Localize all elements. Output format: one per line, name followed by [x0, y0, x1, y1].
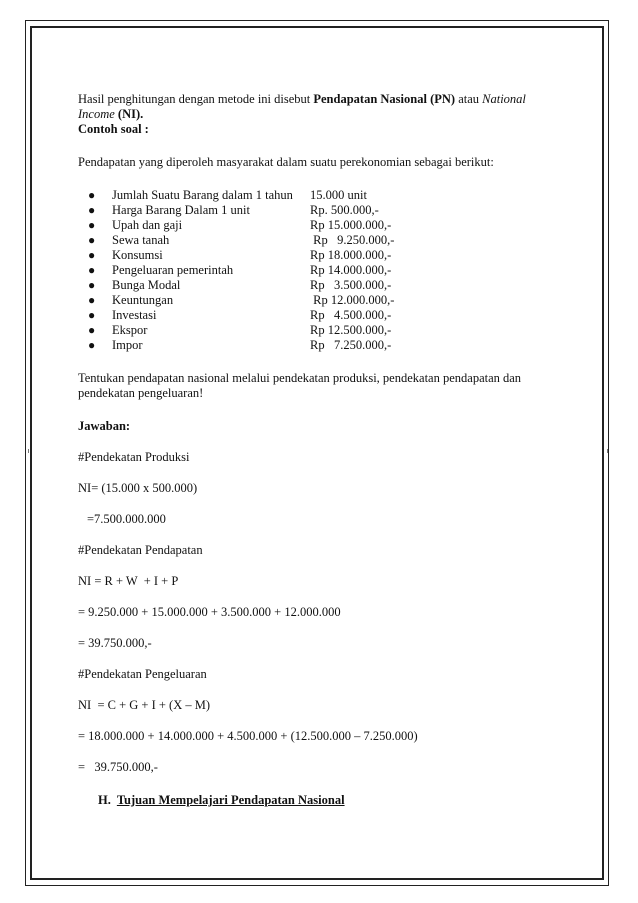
list-item	[78, 233, 558, 248]
bullet-icon: ●	[88, 233, 96, 247]
intro-term-income: Income	[78, 107, 115, 121]
item-value: Rp 12.500.000,-	[310, 323, 392, 337]
bullet-icon: ●	[88, 323, 96, 337]
bullet-icon: ●	[88, 308, 96, 322]
list-item	[78, 308, 558, 323]
bullet-icon: ●	[88, 278, 96, 292]
intro-term-pn: Pendapatan Nasional (PN)	[313, 92, 456, 106]
item-value: Rp 4.500.000,-	[310, 308, 392, 322]
list-item	[78, 218, 558, 233]
contoh-soal-heading: Contoh soal :	[78, 122, 149, 136]
answer-line: = 39.750.000,-	[78, 760, 158, 774]
intro-text-atau: atau	[455, 92, 483, 106]
item-label: Bunga Modal	[112, 278, 181, 292]
answer-line: = 39.750.000,-	[78, 636, 152, 650]
item-value: Rp 12.000.000,-	[310, 293, 395, 307]
item-value: Rp 9.250.000,-	[310, 233, 395, 247]
answer-line: #Pendekatan Produksi	[78, 450, 190, 464]
answer-line: #Pendekatan Pendapatan	[78, 543, 203, 557]
list-item	[78, 323, 558, 338]
item-label: Investasi	[112, 308, 157, 322]
jawaban-heading: Jawaban:	[78, 419, 131, 433]
question-intro: Pendapatan yang diperoleh masyarakat dalam suatu perekonomian sebagai berikut:	[78, 155, 494, 169]
item-label: Harga Barang Dalam 1 unit	[112, 203, 250, 217]
item-label: Ekspor	[112, 323, 148, 337]
list-item	[78, 338, 558, 353]
item-label: Keuntungan	[112, 293, 174, 307]
intro-term-national: National	[482, 92, 526, 106]
answer-line: NI= (15.000 x 500.000)	[78, 481, 198, 495]
bullet-icon: ●	[88, 218, 96, 232]
answer-line: = 9.250.000 + 15.000.000 + 3.500.000 + 12.000.000	[78, 605, 341, 619]
task-paragraph	[78, 371, 558, 401]
section-title: Tujuan Mempelajari Pendapatan Nasional	[116, 793, 345, 807]
item-value: Rp 15.000.000,-	[310, 218, 392, 232]
answer-line: NI = C + G + I + (X – M)	[78, 698, 211, 712]
item-label: Jumlah Suatu Barang dalam 1 tahun	[112, 188, 293, 202]
bullet-icon: ●	[88, 293, 96, 307]
item-label: Impor	[112, 338, 143, 352]
section-heading-h	[98, 793, 345, 808]
intro-paragraph	[78, 92, 558, 122]
margin-tick-left	[28, 449, 29, 453]
intro-term-ni: (NI).	[114, 107, 144, 121]
item-value: Rp 3.500.000,-	[310, 278, 392, 292]
income-items-list	[78, 188, 558, 353]
item-label: Sewa tanah	[112, 233, 170, 247]
item-value: 15.000 unit	[310, 188, 367, 202]
bullet-icon: ●	[88, 263, 96, 277]
list-item	[78, 293, 558, 308]
bullet-icon: ●	[88, 338, 96, 352]
answer-line: = 18.000.000 + 14.000.000 + 4.500.000 + (12.500.000 – 7.250.000)	[78, 729, 418, 743]
task-line-2: pendekatan pengeluaran!	[78, 386, 204, 400]
bullet-icon: ●	[88, 188, 96, 202]
intro-text: Hasil penghitungan dengan metode ini disebut	[78, 92, 314, 106]
list-item	[78, 248, 558, 263]
item-label: Pengeluaran pemerintah	[112, 263, 234, 277]
answer-line: #Pendekatan Pengeluaran	[78, 667, 207, 681]
item-value: Rp 7.250.000,-	[310, 338, 392, 352]
section-letter: H.	[98, 793, 111, 807]
task-line-1: Tentukan pendapatan nasional melalui pendekatan produksi, pendekatan pendapatan dan	[78, 371, 522, 385]
answer-line: =7.500.000.000	[87, 512, 166, 526]
item-label: Upah dan gaji	[112, 218, 183, 232]
list-item	[78, 188, 558, 203]
item-label: Konsumsi	[112, 248, 163, 262]
item-value: Rp 18.000.000,-	[310, 248, 392, 262]
margin-tick-right	[607, 449, 608, 453]
list-item	[78, 278, 558, 293]
bullet-icon: ●	[88, 248, 96, 262]
list-item	[78, 263, 558, 278]
list-item	[78, 203, 558, 218]
bullet-icon: ●	[88, 203, 96, 217]
item-value: Rp 14.000.000,-	[310, 263, 392, 277]
item-value: Rp. 500.000,-	[310, 203, 379, 217]
answer-line: NI = R + W + I + P	[78, 574, 179, 588]
document-body	[78, 92, 558, 775]
